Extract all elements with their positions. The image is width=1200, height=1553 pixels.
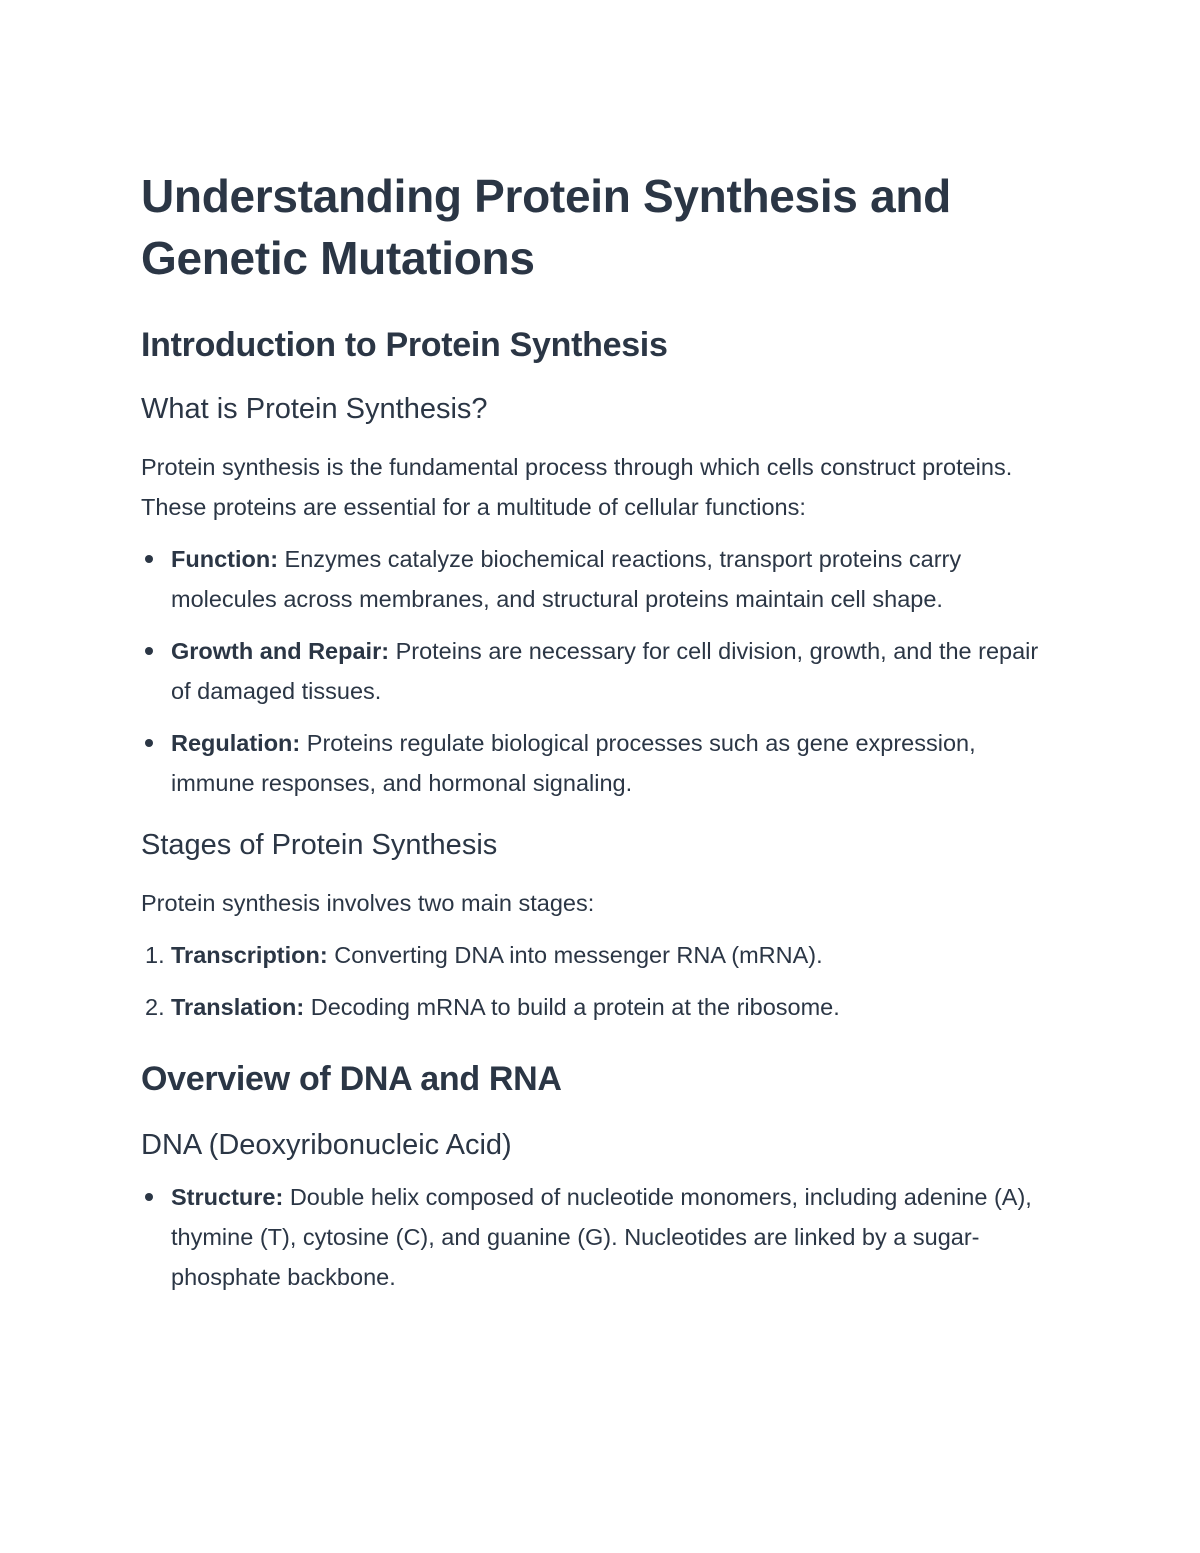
paragraph-stages: Protein synthesis involves two main stages: bbox=[141, 890, 595, 916]
list-item bbox=[141, 987, 1061, 1027]
section-heading-dna-rna: Overview of DNA and RNA bbox=[141, 1060, 562, 1098]
section-heading-intro: Introduction to Protein Synthesis bbox=[141, 326, 668, 364]
document-title: Understanding Protein Synthesis and Genetic Mutations bbox=[141, 170, 951, 284]
list-item-term: Structure: bbox=[171, 1184, 284, 1210]
list-item-term: Translation: bbox=[171, 994, 305, 1020]
list-item-term: Transcription: bbox=[171, 942, 328, 968]
list-item-text: Decoding mRNA to build a protein at the ribosome. bbox=[304, 994, 840, 1020]
bullet-icon bbox=[145, 647, 153, 655]
bullet-icon bbox=[145, 555, 153, 563]
list-item-text: Enzymes catalyze biochemical reactions, transport proteins carry molecules across membranes, and structural proteins maintain cell shape. bbox=[171, 546, 962, 612]
list-item-term: Regulation: bbox=[171, 730, 301, 756]
list-item bbox=[141, 935, 1061, 975]
list-item-text: Double helix composed of nucleotide monomers, including adenine (A), thymine (T), cytosine (C), and guanine (G). Nucleotides are linked by a sugar-phosphate backbone. bbox=[171, 1184, 1032, 1290]
list-item-text: Proteins are necessary for cell division, growth, and the repair of damaged tissues. bbox=[171, 638, 1039, 704]
subheading-dna: DNA (Deoxyribonucleic Acid) bbox=[141, 1129, 512, 1161]
subheading-what-is: What is Protein Synthesis? bbox=[141, 393, 488, 425]
bullet-icon bbox=[145, 739, 153, 747]
document-page bbox=[141, 165, 1061, 1297]
list-item bbox=[141, 723, 1061, 803]
subheading-stages: Stages of Protein Synthesis bbox=[141, 829, 498, 861]
list-item bbox=[141, 539, 1061, 619]
list-number: 2. bbox=[145, 994, 165, 1020]
bullet-icon bbox=[145, 1193, 153, 1201]
list-item bbox=[141, 631, 1061, 711]
list-item-text: Proteins regulate biological processes such as gene expression, immune responses, and hormonal signaling. bbox=[171, 730, 976, 796]
list-item-term: Growth and Repair: bbox=[171, 638, 390, 664]
functions-list bbox=[141, 539, 1061, 803]
dna-list bbox=[141, 1177, 1061, 1297]
list-item-term: Function: bbox=[171, 546, 279, 572]
list-item bbox=[141, 1177, 1061, 1297]
list-number: 1. bbox=[145, 942, 165, 968]
list-item-text: Converting DNA into messenger RNA (mRNA). bbox=[327, 942, 823, 968]
stages-list bbox=[141, 935, 1061, 1027]
paragraph-what-is: Protein synthesis is the fundamental process through which cells construct proteins. These proteins are essential for a multitude of cellular functions: bbox=[141, 454, 1013, 520]
